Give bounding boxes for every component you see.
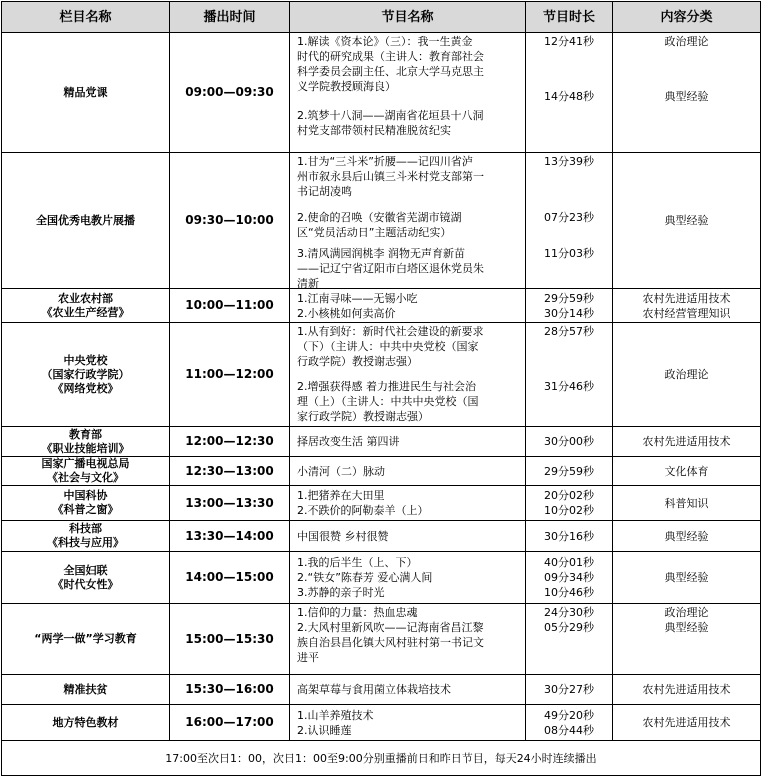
duration-cell <box>526 33 613 153</box>
duration-value: 30分14秒 <box>544 306 594 320</box>
program-name-cell <box>290 705 526 741</box>
category-value: 典型经验 <box>664 571 709 584</box>
program-title-line: 1.解读《资本论》（三）：我一生黄金 <box>297 35 473 48</box>
program-title-line: 1.信仰的力量：热血忠魂 <box>297 606 418 619</box>
program-title-line: 1.山羊养殖技术 <box>297 708 374 722</box>
program-schedule-table <box>1 1 761 776</box>
air-time-cell: 14:00—15:00 <box>170 552 290 604</box>
air-time-cell: 12:00—12:30 <box>170 427 290 457</box>
footer-row <box>2 741 761 776</box>
column-name-cell <box>2 604 170 675</box>
program-title-line: 择居改变生活 第四讲 <box>297 435 400 448</box>
program-title-line: 村党支部带领村民精准脱贫纪实 <box>297 124 451 137</box>
program-name-cell <box>290 457 526 486</box>
category-cell <box>613 521 761 552</box>
category-cell <box>613 457 761 486</box>
column-name-line: 全国优秀电教片展播 <box>36 213 135 227</box>
program-title-line: 1.把猪养在大田里 <box>297 489 385 502</box>
program-title-line: 书记胡凌鸣 <box>297 185 352 198</box>
program-item <box>297 379 525 424</box>
program-item <box>297 570 522 585</box>
duration-value: 20分02秒 <box>544 489 594 502</box>
program-item <box>297 434 522 449</box>
program-title-line: 区“党员活动日”主题活动纪实） <box>297 226 452 239</box>
program-item <box>297 34 525 94</box>
duration-value: 30分27秒 <box>544 683 594 696</box>
program-name-cell <box>290 486 526 521</box>
column-name-line: 精准扶贫 <box>63 682 108 696</box>
program-title-line: 2.筑梦十八洞——湖南省花垣县十八洞 <box>297 109 484 122</box>
program-item <box>297 605 525 620</box>
program-name-cell <box>290 675 526 705</box>
category-cell <box>613 33 761 153</box>
air-time-cell: 15:00—15:30 <box>170 604 290 675</box>
category-cell <box>613 486 761 521</box>
air-time-cell: 09:00—09:30 <box>170 33 290 153</box>
category-value: 农村先进适用技术 <box>642 683 731 696</box>
category-value: 农村先进适用技术 <box>642 291 731 305</box>
air-time-cell: 11:00—12:00 <box>170 323 290 427</box>
duration-value: 29分59秒 <box>544 464 594 478</box>
air-time-cell: 15:30—16:00 <box>170 675 290 705</box>
category-cell <box>613 552 761 604</box>
duration-value: 10分02秒 <box>544 504 594 517</box>
program-title-line: 理（上）（主讲人：中共中央党校（国 <box>297 395 479 408</box>
column-name-line: 《职业技能培训》 <box>41 441 130 455</box>
program-name-cell <box>290 153 526 289</box>
program-title-line: 州市叙永县后山镇三斗米村党支部第一 <box>297 170 484 183</box>
category-value: 文化体育 <box>664 464 709 478</box>
program-item <box>297 723 522 738</box>
schedule-row <box>2 457 761 486</box>
category-value: 政治理论 <box>664 368 709 381</box>
program-item <box>297 306 522 321</box>
air-time-cell: 16:00—17:00 <box>170 705 290 741</box>
duration-value: 07分23秒 <box>544 211 594 224</box>
column-name-line: 精品党课 <box>63 85 108 99</box>
program-item <box>297 154 525 199</box>
category-cell <box>613 289 761 323</box>
schedule-row <box>2 705 761 741</box>
program-title-line: 进平 <box>297 651 319 664</box>
duration-value: 05分29秒 <box>544 621 594 634</box>
duration-value: 29分59秒 <box>544 291 594 305</box>
program-item <box>297 246 525 289</box>
schedule-row <box>2 604 761 675</box>
category-value: 农村经营管理知识 <box>642 306 731 320</box>
column-name-cell <box>2 33 170 153</box>
program-title-line: 2.使命的召唤（安徽省芜湖市镜湖 <box>297 211 462 224</box>
schedule-row <box>2 486 761 521</box>
program-title-line: 科学委员会副主任、北京大学马克思主 <box>297 65 484 78</box>
schedule-row <box>2 427 761 457</box>
column-name-line: 科技部 <box>69 522 102 535</box>
schedule-row <box>2 675 761 705</box>
air-time-cell: 10:00—11:00 <box>170 289 290 323</box>
column-name-line: 《网络党校》 <box>52 381 119 395</box>
program-title-line: 时代的研究成果（主讲人：教育部社会 <box>297 50 484 63</box>
column-name-line: 地方特色教材 <box>52 715 119 729</box>
program-title-line: 家行政学院）教授谢志强） <box>297 410 429 423</box>
header-duration: 节目时长 <box>526 2 613 33</box>
category-value: 科普知识 <box>664 496 709 510</box>
schedule-row <box>2 33 761 153</box>
program-name-cell <box>290 33 526 153</box>
program-name-cell <box>290 521 526 552</box>
category-cell <box>613 427 761 457</box>
duration-cell <box>526 427 613 457</box>
program-item <box>297 708 522 723</box>
column-name-line: “两学一做”学习教育 <box>34 632 137 645</box>
column-name-cell <box>2 427 170 457</box>
duration-cell <box>526 675 613 705</box>
column-name-cell <box>2 289 170 323</box>
column-name-line: 中国科协 <box>63 489 108 502</box>
duration-cell <box>526 705 613 741</box>
air-time-cell: 09:30—10:00 <box>170 153 290 289</box>
category-value: 农村先进适用技术 <box>642 435 731 448</box>
category-value: 政治理论 <box>664 35 709 48</box>
column-name-cell <box>2 323 170 427</box>
air-time-cell: 13:00—13:30 <box>170 486 290 521</box>
duration-cell <box>526 323 613 427</box>
program-item <box>297 503 522 518</box>
program-title-line: 1.江南寻味——无锡小吃 <box>297 291 418 305</box>
program-title-line: 2.认识睡莲 <box>297 723 352 737</box>
schedule-row <box>2 289 761 323</box>
program-item <box>297 682 522 697</box>
category-value: 典型经验 <box>664 214 709 227</box>
category-value: 农村先进适用技术 <box>642 716 731 729</box>
column-name-line: 教育部 <box>69 427 102 441</box>
duration-value: 08分44秒 <box>544 723 594 737</box>
category-cell <box>613 604 761 675</box>
schedule-row <box>2 323 761 427</box>
program-name-cell <box>290 289 526 323</box>
duration-value: 24分30秒 <box>544 606 594 619</box>
program-title-line: 3.苏静的亲子时光 <box>297 586 385 599</box>
schedule-row <box>2 521 761 552</box>
program-title-line: 清新 <box>297 277 319 289</box>
duration-value: 40分01秒 <box>544 556 594 569</box>
duration-value: 11分03秒 <box>544 247 594 260</box>
column-name-line: 中央党校 <box>63 353 108 367</box>
program-name-cell <box>290 552 526 604</box>
program-title-line: （下）（主讲人：中共中央党校（国家 <box>297 340 479 353</box>
column-name-line: 国家广播电视总局 <box>41 457 130 470</box>
program-title-line: 2.“铁女”陈春芳 爱心满人间 <box>297 571 433 584</box>
duration-cell <box>526 457 613 486</box>
column-name-line: 全国妇联 <box>63 563 108 577</box>
program-item <box>297 108 525 138</box>
column-name-line: 《时代女性》 <box>52 577 119 591</box>
program-title-line: 2.小核桃如何卖高价 <box>297 306 396 320</box>
program-title-line: ——记辽宁省辽阳市白塔区退休党员朱 <box>297 262 484 275</box>
program-title-line: 3.清风满园润桃李 润物无声育新苗 <box>297 247 465 260</box>
program-name-cell <box>290 323 526 427</box>
category-value: 政治理论 <box>664 606 709 619</box>
program-title-line: 1.从有到好：新时代社会建设的新要求 <box>297 325 484 338</box>
program-title-line: 行政学院）教授谢志强） <box>297 355 418 368</box>
category-value: 典型经验 <box>664 529 709 543</box>
program-item <box>297 210 525 240</box>
duration-value: 49分20秒 <box>544 708 594 722</box>
header-column-name: 栏目名称 <box>2 2 170 33</box>
column-name-cell <box>2 153 170 289</box>
program-title-line: 2.大风村里新风吹——记海南省昌江黎 <box>297 621 484 634</box>
program-item <box>297 488 522 503</box>
duration-cell <box>526 486 613 521</box>
header-category: 内容分类 <box>613 2 761 33</box>
air-time-cell: 13:30—14:00 <box>170 521 290 552</box>
schedule-row <box>2 552 761 604</box>
header-air-time: 播出时间 <box>170 2 290 33</box>
duration-cell <box>526 153 613 289</box>
column-name-line: （国家行政学院） <box>41 367 130 381</box>
program-name-cell <box>290 604 526 675</box>
program-item <box>297 324 525 369</box>
duration-value: 12分41秒 <box>544 35 594 48</box>
program-item <box>297 620 525 665</box>
duration-value: 09分34秒 <box>544 571 594 584</box>
program-item <box>297 529 522 544</box>
column-name-cell <box>2 486 170 521</box>
column-name-line: 《科普之窗》 <box>52 503 119 516</box>
program-title-line: 1.我的后半生（上、下） <box>297 556 418 569</box>
program-title-line: 2.不跌价的阿勒泰羊（上） <box>297 504 429 517</box>
program-title-line: 中国很赞 乡村很赞 <box>297 529 389 543</box>
category-cell <box>613 153 761 289</box>
program-name-cell <box>290 427 526 457</box>
header-program-name: 节目名称 <box>290 2 526 33</box>
program-title-line: 族自治县昌化镇大风村驻村第一书记文 <box>297 636 484 649</box>
duration-cell <box>526 521 613 552</box>
column-name-cell <box>2 552 170 604</box>
column-name-cell <box>2 705 170 741</box>
duration-value: 14分48秒 <box>544 90 594 103</box>
duration-value: 31分46秒 <box>544 380 594 393</box>
duration-value: 30分00秒 <box>544 435 594 448</box>
air-time-cell: 12:30—13:00 <box>170 457 290 486</box>
duration-cell <box>526 552 613 604</box>
category-cell <box>613 323 761 427</box>
column-name-cell <box>2 457 170 486</box>
program-title-line: 高架草莓与食用菌立体栽培技术 <box>297 683 451 696</box>
duration-value: 30分16秒 <box>544 529 594 543</box>
category-cell <box>613 675 761 705</box>
duration-value: 10分46秒 <box>544 586 594 599</box>
category-cell <box>613 705 761 741</box>
column-name-cell <box>2 675 170 705</box>
program-item <box>297 555 522 570</box>
program-item <box>297 464 522 479</box>
program-title-line: 义学院教授顾海良） <box>297 80 396 93</box>
column-name-cell <box>2 521 170 552</box>
column-name-line: 《社会与文化》 <box>47 471 124 484</box>
duration-cell <box>526 604 613 675</box>
program-title-line: 1.甘为“三斗米”折腰——记四川省泸 <box>297 155 473 168</box>
program-title-line: 小清河（二）脉动 <box>297 464 385 478</box>
column-name-line: 《农业生产经营》 <box>41 305 130 319</box>
header-row <box>2 2 761 33</box>
program-title-line: 2.增强获得感 着力推进民生与社会治 <box>297 380 476 393</box>
category-value: 典型经验 <box>664 621 709 634</box>
category-value: 典型经验 <box>664 90 709 103</box>
column-name-line: 《科技与应用》 <box>47 536 124 549</box>
duration-value: 13分39秒 <box>544 155 594 168</box>
duration-cell <box>526 289 613 323</box>
column-name-line: 农业农村部 <box>58 291 113 305</box>
program-item <box>297 291 522 306</box>
program-item <box>297 585 522 600</box>
schedule-row <box>2 153 761 289</box>
duration-value: 28分57秒 <box>544 325 594 338</box>
rebroadcast-note: 17:00至次日1：00，次日1：00至9:00分别重播前日和昨日节目，每天24小时连续播出 <box>2 741 761 776</box>
